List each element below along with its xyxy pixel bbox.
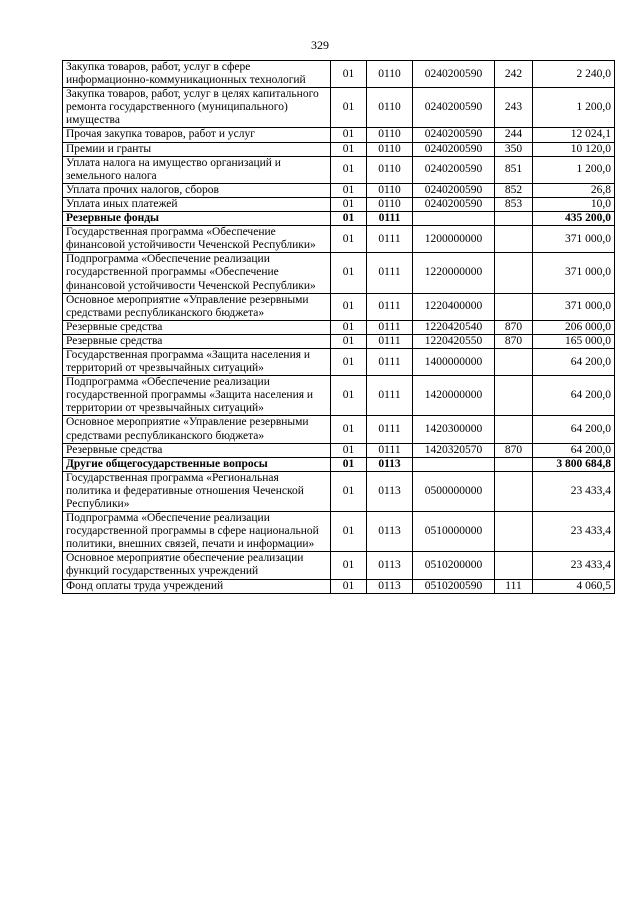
row-expense-type-code: 111 (495, 579, 533, 593)
row-name: Уплата прочих налогов, сборов (63, 183, 331, 197)
table-row (63, 334, 615, 348)
row-target-code (413, 457, 495, 471)
row-target-code: 1220420550 (413, 334, 495, 348)
table-row (63, 156, 615, 183)
row-name: Основное мероприятие «Управление резервными средствами республиканского бюджета» (63, 416, 331, 443)
row-subsection-code: 0110 (367, 128, 413, 142)
row-expense-type-code: 870 (495, 443, 533, 457)
row-amount: 1 200,0 (533, 156, 615, 183)
row-amount: 435 200,0 (533, 212, 615, 226)
row-expense-type-code (495, 552, 533, 579)
row-amount: 64 200,0 (533, 376, 615, 416)
row-section-code: 01 (331, 142, 367, 156)
table-row (63, 88, 615, 128)
row-expense-type-code: 350 (495, 142, 533, 156)
table-row (63, 197, 615, 211)
row-amount: 64 200,0 (533, 416, 615, 443)
table-row (63, 443, 615, 457)
row-amount: 4 060,5 (533, 579, 615, 593)
row-expense-type-code (495, 226, 533, 253)
row-section-code: 01 (331, 457, 367, 471)
row-amount: 371 000,0 (533, 226, 615, 253)
row-subsection-code: 0110 (367, 88, 413, 128)
row-subsection-code: 0111 (367, 443, 413, 457)
row-expense-type-code (495, 416, 533, 443)
row-expense-type-code: 853 (495, 197, 533, 211)
row-subsection-code: 0110 (367, 61, 413, 88)
row-expense-type-code (495, 376, 533, 416)
row-subsection-code: 0113 (367, 471, 413, 511)
row-expense-type-code (495, 512, 533, 552)
row-expense-type-code: 243 (495, 88, 533, 128)
row-amount: 10 120,0 (533, 142, 615, 156)
row-amount: 23 433,4 (533, 471, 615, 511)
row-name: Уплата иных платежей (63, 197, 331, 211)
table-row (63, 128, 615, 142)
table-row (63, 226, 615, 253)
row-subsection-code: 0111 (367, 376, 413, 416)
row-section-code: 01 (331, 376, 367, 416)
row-amount: 26,8 (533, 183, 615, 197)
row-target-code: 1400000000 (413, 348, 495, 375)
row-subsection-code: 0111 (367, 253, 413, 293)
row-target-code: 0510200590 (413, 579, 495, 593)
row-target-code: 1200000000 (413, 226, 495, 253)
table-row (63, 348, 615, 375)
row-target-code: 0240200590 (413, 156, 495, 183)
table-row (63, 61, 615, 88)
table-row (63, 183, 615, 197)
table-row (63, 142, 615, 156)
table-row (63, 320, 615, 334)
row-target-code: 1220420540 (413, 320, 495, 334)
row-subsection-code: 0111 (367, 416, 413, 443)
row-expense-type-code (495, 293, 533, 320)
row-expense-type-code: 870 (495, 334, 533, 348)
row-name: Закупка товаров, работ, услуг в сфере информационно-коммуникационных технологий (63, 61, 331, 88)
row-section-code: 01 (331, 226, 367, 253)
row-subsection-code: 0113 (367, 552, 413, 579)
row-expense-type-code (495, 212, 533, 226)
row-target-code: 1420000000 (413, 376, 495, 416)
page-number: 329 (311, 38, 329, 52)
table-row (63, 253, 615, 293)
row-section-code: 01 (331, 253, 367, 293)
row-name: Подпрограмма «Обеспечение реализации государственной программы «Защита населения и территории от чрезвычайных ситуаций» (63, 376, 331, 416)
row-name: Прочая закупка товаров, работ и услуг (63, 128, 331, 142)
row-subsection-code: 0111 (367, 348, 413, 375)
row-name: Закупка товаров, работ, услуг в целях капитального ремонта государственного (муниципального) имущества (63, 88, 331, 128)
row-target-code: 0510000000 (413, 512, 495, 552)
row-section-code: 01 (331, 128, 367, 142)
row-expense-type-code (495, 348, 533, 375)
row-section-code: 01 (331, 212, 367, 226)
row-amount: 1 200,0 (533, 88, 615, 128)
row-subsection-code: 0110 (367, 183, 413, 197)
row-amount: 3 800 684,8 (533, 457, 615, 471)
row-expense-type-code: 852 (495, 183, 533, 197)
row-subsection-code: 0113 (367, 512, 413, 552)
row-section-code: 01 (331, 416, 367, 443)
row-subsection-code: 0111 (367, 334, 413, 348)
row-target-code: 0510200000 (413, 552, 495, 579)
row-amount: 23 433,4 (533, 512, 615, 552)
row-section-code: 01 (331, 552, 367, 579)
row-name: Резервные средства (63, 320, 331, 334)
row-expense-type-code: 244 (495, 128, 533, 142)
row-target-code: 1220000000 (413, 253, 495, 293)
row-section-code: 01 (331, 443, 367, 457)
row-expense-type-code: 242 (495, 61, 533, 88)
row-name: Государственная программа «Обеспечение финансовой устойчивости Чеченской Республики» (63, 226, 331, 253)
row-name: Фонд оплаты труда учреждений (63, 579, 331, 593)
row-amount: 165 000,0 (533, 334, 615, 348)
row-subsection-code: 0111 (367, 320, 413, 334)
table-row (63, 376, 615, 416)
row-section-code: 01 (331, 471, 367, 511)
table-row (63, 579, 615, 593)
table-row (63, 512, 615, 552)
row-section-code: 01 (331, 156, 367, 183)
row-expense-type-code: 870 (495, 320, 533, 334)
row-amount: 64 200,0 (533, 443, 615, 457)
row-section-code: 01 (331, 183, 367, 197)
table-row (63, 416, 615, 443)
row-name: Подпрограмма «Обеспечение реализации государственной программы в сфере национальной политики, внешних связей, печати и информации» (63, 512, 331, 552)
row-target-code: 1220400000 (413, 293, 495, 320)
row-amount: 12 024,1 (533, 128, 615, 142)
row-section-code: 01 (331, 88, 367, 128)
row-target-code: 0240200590 (413, 197, 495, 211)
row-expense-type-code (495, 253, 533, 293)
row-section-code: 01 (331, 348, 367, 375)
row-target-code: 0240200590 (413, 142, 495, 156)
row-target-code: 1420300000 (413, 416, 495, 443)
row-target-code: 1420320570 (413, 443, 495, 457)
row-name: Уплата налога на имущество организаций и земельного налога (63, 156, 331, 183)
row-section-code: 01 (331, 197, 367, 211)
row-amount: 64 200,0 (533, 348, 615, 375)
row-section-code: 01 (331, 512, 367, 552)
row-amount: 2 240,0 (533, 61, 615, 88)
table-row (63, 212, 615, 226)
row-subsection-code: 0110 (367, 197, 413, 211)
row-section-code: 01 (331, 320, 367, 334)
row-name: Резервные средства (63, 334, 331, 348)
row-subsection-code: 0111 (367, 212, 413, 226)
row-name: Другие общегосударственные вопросы (63, 457, 331, 471)
row-expense-type-code (495, 457, 533, 471)
row-target-code: 0240200590 (413, 61, 495, 88)
table-row (63, 471, 615, 511)
row-subsection-code: 0111 (367, 226, 413, 253)
row-name: Подпрограмма «Обеспечение реализации государственной программы «Обеспечение финансовой устойчивости Чеченской Республики» (63, 253, 331, 293)
row-expense-type-code (495, 471, 533, 511)
row-name: Основное мероприятие «Управление резервными средствами республиканского бюджета» (63, 293, 331, 320)
table-row (63, 293, 615, 320)
row-name: Резервные средства (63, 443, 331, 457)
row-section-code: 01 (331, 579, 367, 593)
row-subsection-code: 0111 (367, 293, 413, 320)
row-amount: 371 000,0 (533, 253, 615, 293)
table-row (63, 552, 615, 579)
row-subsection-code: 0113 (367, 457, 413, 471)
row-section-code: 01 (331, 293, 367, 320)
budget-table (62, 60, 615, 594)
row-amount: 206 000,0 (533, 320, 615, 334)
row-subsection-code: 0113 (367, 579, 413, 593)
row-target-code: 0240200590 (413, 183, 495, 197)
row-name: Основное мероприятие обеспечение реализации функций государственных учреждений (63, 552, 331, 579)
row-amount: 371 000,0 (533, 293, 615, 320)
row-expense-type-code: 851 (495, 156, 533, 183)
row-target-code: 0500000000 (413, 471, 495, 511)
row-target-code: 0240200590 (413, 88, 495, 128)
table-row (63, 457, 615, 471)
row-section-code: 01 (331, 334, 367, 348)
row-section-code: 01 (331, 61, 367, 88)
row-target-code: 0240200590 (413, 128, 495, 142)
row-name: Государственная программа «Региональная политика и федеративные отношения Чеченской Республики» (63, 471, 331, 511)
row-name: Премии и гранты (63, 142, 331, 156)
row-amount: 10,0 (533, 197, 615, 211)
row-name: Государственная программа «Защита населения и территорий от чрезвычайных ситуаций» (63, 348, 331, 375)
row-name: Резервные фонды (63, 212, 331, 226)
row-subsection-code: 0110 (367, 142, 413, 156)
row-target-code (413, 212, 495, 226)
row-amount: 23 433,4 (533, 552, 615, 579)
row-subsection-code: 0110 (367, 156, 413, 183)
